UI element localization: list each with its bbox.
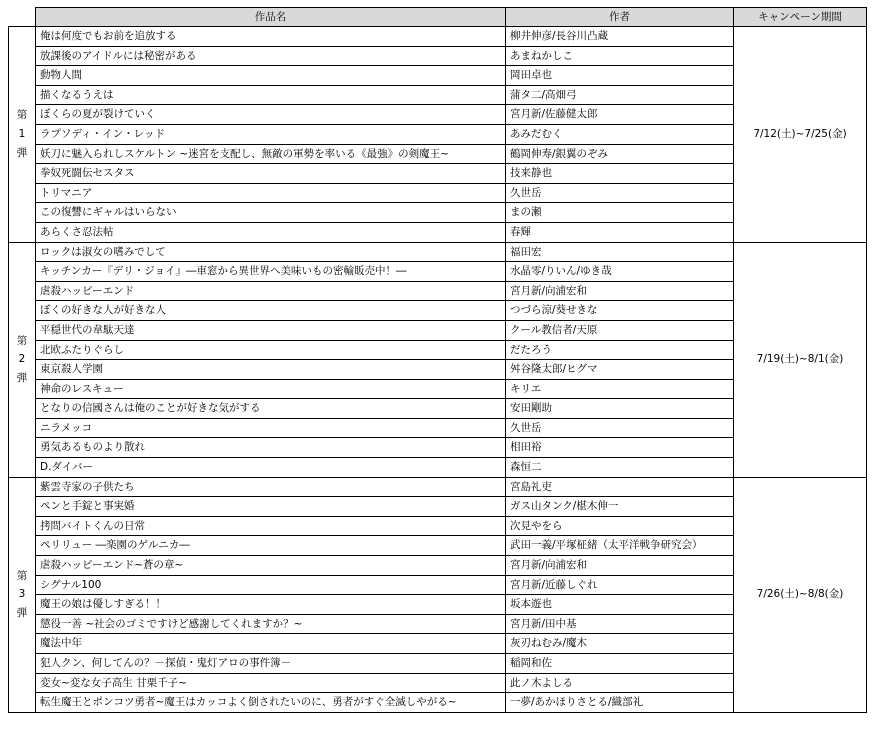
title-cell: 妖刀に魅入られしスケルトン ~迷宮を支配し、無敵の軍勢を率いる《最強》の剣魔王~ — [36, 144, 506, 164]
author-cell: クール教信者/天原 — [506, 320, 734, 340]
wave-label-char: 第 — [16, 109, 28, 122]
title-cell: 描くなるうえは — [36, 85, 506, 105]
title-cell: あらくさ忍法帖 — [36, 222, 506, 242]
title-cell: ラプソディ・イン・レッド — [36, 124, 506, 144]
title-cell: 平穏世代の韋駄天達 — [36, 320, 506, 340]
author-cell: まの瀬 — [506, 203, 734, 223]
title-cell: 転生魔王とポンコツ勇者~魔王はカッコよく倒されたいのに、勇者がすぐ全滅しやがる~ — [36, 693, 506, 713]
title-cell: 北欧ふたりぐらし — [36, 340, 506, 360]
author-cell: 久世岳 — [506, 418, 734, 438]
title-cell: 拳奴死闘伝セスタス — [36, 164, 506, 184]
title-cell: 紫雲寺家の子供たち — [36, 477, 506, 497]
header-row — [9, 8, 867, 27]
author-cell: 宮島礼吏 — [506, 477, 734, 497]
author-cell: 柳井伸彦/長谷川凸蔵 — [506, 27, 734, 47]
title-cell: 東京殺人学園 — [36, 360, 506, 380]
author-cell: キリエ — [506, 379, 734, 399]
title-cell: D.ダイバー — [36, 458, 506, 478]
author-cell: 水晶零/りいん/ゆき哉 — [506, 262, 734, 282]
title-cell: この復讐にギャルはいらない — [36, 203, 506, 223]
title-cell: 虐殺ハッピーエンド~蒼の章~ — [36, 556, 506, 576]
title-cell: ロックは淑女の嗜みでして — [36, 242, 506, 262]
author-cell: 岡田卓也 — [506, 66, 734, 86]
author-cell: つづら涼/葵せきな — [506, 301, 734, 321]
wave-label-char: 第 — [16, 334, 28, 347]
author-cell: あまねかしこ — [506, 46, 734, 66]
table-row — [9, 477, 867, 497]
author-cell: 安田剛助 — [506, 399, 734, 419]
title-cell: シグナル100 — [36, 575, 506, 595]
wave-label-char: 弾 — [16, 146, 28, 159]
author-cell: だたろう — [506, 340, 734, 360]
title-cell: トリマニア — [36, 183, 506, 203]
wave-label — [9, 477, 36, 712]
title-cell: ぼくの好きな人が好きな人 — [36, 301, 506, 321]
title-cell: 放課後のアイドルには秘密がある — [36, 46, 506, 66]
header-blank — [9, 8, 36, 27]
wave-label — [9, 242, 36, 477]
author-cell: あみだむく — [506, 124, 734, 144]
author-cell: 森恒二 — [506, 458, 734, 478]
author-cell: 此ノ木よしる — [506, 673, 734, 693]
campaign-period: 7/19(土)~8/1(金) — [734, 242, 867, 477]
wave-label — [9, 27, 36, 243]
title-cell: ニラメッコ — [36, 418, 506, 438]
title-cell: 魔法中年 — [36, 634, 506, 654]
wave-label-char: 1 — [18, 127, 26, 140]
author-cell: 稲岡和佐 — [506, 654, 734, 674]
title-cell: となりの信國さんは俺のことが好きな気がする — [36, 399, 506, 419]
title-cell: 犯人クン、何してんの？－探偵・鬼灯アロの事件簿－ — [36, 654, 506, 674]
author-cell: 技来静也 — [506, 164, 734, 184]
title-cell: 勇気あるものより散れ — [36, 438, 506, 458]
author-cell: 相田裕 — [506, 438, 734, 458]
author-cell: 宮月新/向浦宏和 — [506, 281, 734, 301]
title-cell: 魔王の娘は優しすぎる！！ — [36, 595, 506, 615]
title-cell: ペンと手錠と事実婚 — [36, 497, 506, 517]
author-cell: 武田一義/平塚柾緒（太平洋戦争研究会） — [506, 536, 734, 556]
author-cell: 次見やをら — [506, 516, 734, 536]
campaign-table — [8, 7, 867, 713]
author-cell: 久世岳 — [506, 183, 734, 203]
wave-label-char: 2 — [18, 353, 26, 366]
author-cell: 坂本遊也 — [506, 595, 734, 615]
title-cell: 懲役一善 ~社会のゴミですけど感謝してくれますか？~ — [36, 614, 506, 634]
title-cell: 動物人間 — [36, 66, 506, 86]
author-cell: 舛谷隆太郎/ヒグマ — [506, 360, 734, 380]
title-cell: キッチンカー『デリ・ジョイ』―車窓から異世界へ美味いもの密輸販売中！― — [36, 262, 506, 282]
header-period: キャンペーン期間 — [734, 8, 867, 27]
author-cell: 一夢/あかほりさとる/織部礼 — [506, 693, 734, 713]
header-title: 作品名 — [36, 8, 506, 27]
wave-label-char: 弾 — [16, 371, 28, 384]
title-cell: 俺は何度でもお前を追放する — [36, 27, 506, 47]
title-cell: ぼくらの夏が裂けていく — [36, 105, 506, 125]
author-cell: 宮月新/田中基 — [506, 614, 734, 634]
header-author: 作者 — [506, 8, 734, 27]
title-cell: 神命のレスキュー — [36, 379, 506, 399]
author-cell: 灰刃ねむみ/魔木 — [506, 634, 734, 654]
campaign-period: 7/26(土)~8/8(金) — [734, 477, 867, 712]
title-cell: 変女~変な女子高生 甘栗千子~ — [36, 673, 506, 693]
table-body — [9, 27, 867, 713]
author-cell: 宮月新/近藤しぐれ — [506, 575, 734, 595]
title-cell: ペリリュー ―楽園のゲルニカ― — [36, 536, 506, 556]
author-cell: 福田宏 — [506, 242, 734, 262]
author-cell: 鶴岡伸寿/銀翼のぞみ — [506, 144, 734, 164]
author-cell: ガス山タンク/椹木伸一 — [506, 497, 734, 517]
title-cell: 虐殺ハッピーエンド — [36, 281, 506, 301]
title-cell: 拷問バイトくんの日常 — [36, 516, 506, 536]
author-cell: 蒲タ二/高畑弓 — [506, 85, 734, 105]
wave-label-char: 第 — [16, 569, 28, 582]
table-row — [9, 242, 867, 262]
campaign-period: 7/12(土)~7/25(金) — [734, 27, 867, 243]
table-row — [9, 27, 867, 47]
wave-label-char: 弾 — [16, 607, 28, 620]
wave-label-char: 3 — [18, 588, 26, 601]
author-cell: 宮月新/佐藤健太郎 — [506, 105, 734, 125]
author-cell: 宮月新/向浦宏和 — [506, 556, 734, 576]
author-cell: 春輝 — [506, 222, 734, 242]
